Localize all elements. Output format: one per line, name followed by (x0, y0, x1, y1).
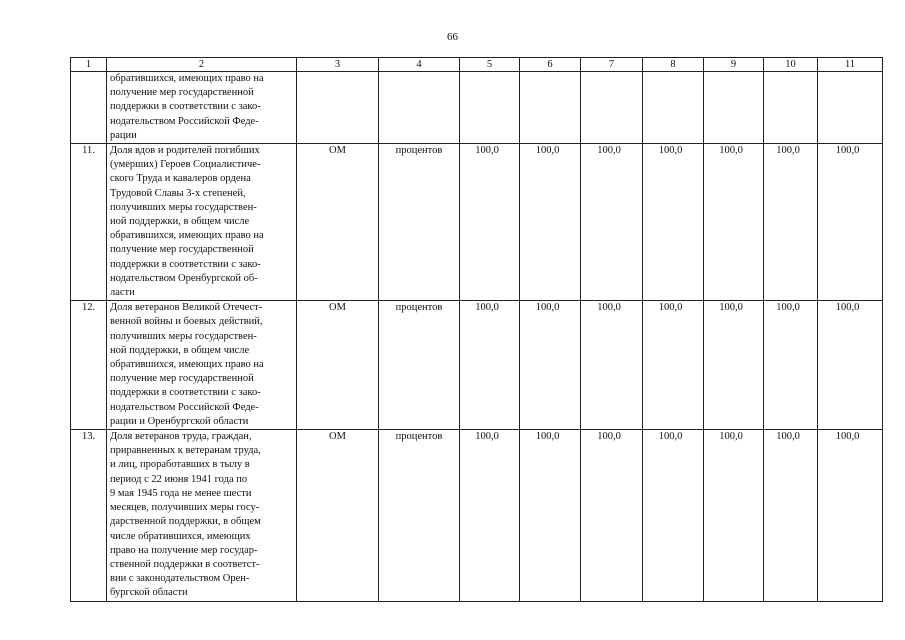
header-cell: 5 (460, 58, 520, 72)
header-cell: 3 (297, 58, 379, 72)
unit-cell: процентов (379, 301, 460, 430)
table-row (71, 301, 883, 430)
row-number-cell: 12. (71, 301, 107, 430)
value-cell: 100,0 (704, 301, 764, 430)
value-cell: 100,0 (764, 144, 818, 301)
value-cell (581, 72, 643, 144)
row-number-cell (71, 72, 107, 144)
unit-cell: процентов (379, 144, 460, 301)
header-cell: 10 (764, 58, 818, 72)
value-cell: 100,0 (460, 144, 520, 301)
value-cell (520, 72, 581, 144)
table-header-row (71, 58, 883, 72)
value-cell: 100,0 (520, 301, 581, 430)
value-cell (704, 72, 764, 144)
value-cell (764, 72, 818, 144)
indicator-name-cell: обратившихся, имеющих право на получение мер государственной поддержки в соответствии с зако- нодательством Российской Феде- рации (107, 72, 297, 144)
value-cell: 100,0 (643, 144, 704, 301)
table-row (71, 430, 883, 601)
unit-cell (379, 72, 460, 144)
header-cell: 1 (71, 58, 107, 72)
header-cell: 9 (704, 58, 764, 72)
value-cell: 100,0 (581, 301, 643, 430)
value-cell: 100,0 (643, 430, 704, 601)
indicator-name-cell: Доля ветеранов труда, граждан, приравненных к ветеранам труда, и лиц, проработавших в тылу в период с 22 июня 1941 года по 9 мая 1945 года не менее шести месяцев, получивших меры госу- дарственной поддержки, в общем числе обратившихся, имеющих право на получение мер государ- ственной поддержки в соответст- вии с законодательством Орен- бургской области (107, 430, 297, 601)
indicator-type-cell: ОМ (297, 301, 379, 430)
header-cell: 8 (643, 58, 704, 72)
value-cell: 100,0 (581, 430, 643, 601)
value-cell: 100,0 (764, 430, 818, 601)
value-cell: 100,0 (643, 301, 704, 430)
header-cell: 11 (818, 58, 883, 72)
header-cell: 2 (107, 58, 297, 72)
indicator-type-cell: ОМ (297, 430, 379, 601)
value-cell: 100,0 (818, 144, 883, 301)
unit-cell: процентов (379, 430, 460, 601)
indicator-type-cell: ОМ (297, 144, 379, 301)
indicator-name-cell: Доля вдов и родителей погибших (умерших) Героев Социалистиче- ского Труда и кавалеров ордена Трудовой Славы 3-х степеней, получивших меры государствен- ной поддержки, в общем числе обратившихся, имеющих право на получение мер государственной поддержки в соответствии с зако- нодательством Оренбургской об- ласти (107, 144, 297, 301)
row-number-cell: 11. (71, 144, 107, 301)
header-cell: 4 (379, 58, 460, 72)
value-cell: 100,0 (581, 144, 643, 301)
value-cell: 100,0 (818, 301, 883, 430)
value-cell (818, 72, 883, 144)
indicator-name-cell: Доля ветеранов Великой Отечест- венной войны и боевых действий, получивших меры государствен- ной поддержки, в общем числе обратившихся, имеющих право на получение мер государственной поддержки в соответствии с зако- нодательством Российской Феде- рации и Оренбургской области (107, 301, 297, 430)
value-cell (460, 72, 520, 144)
value-cell: 100,0 (520, 430, 581, 601)
value-cell: 100,0 (520, 144, 581, 301)
value-cell: 100,0 (460, 430, 520, 601)
value-cell: 100,0 (460, 301, 520, 430)
value-cell: 100,0 (704, 430, 764, 601)
table-row (71, 144, 883, 301)
value-cell: 100,0 (818, 430, 883, 601)
page-number: 66 (447, 31, 458, 43)
value-cell: 100,0 (704, 144, 764, 301)
header-cell: 7 (581, 58, 643, 72)
value-cell (643, 72, 704, 144)
row-number-cell: 13. (71, 430, 107, 601)
header-cell: 6 (520, 58, 581, 72)
indicator-table (70, 57, 883, 602)
indicator-type-cell (297, 72, 379, 144)
value-cell: 100,0 (764, 301, 818, 430)
table-row (71, 72, 883, 144)
